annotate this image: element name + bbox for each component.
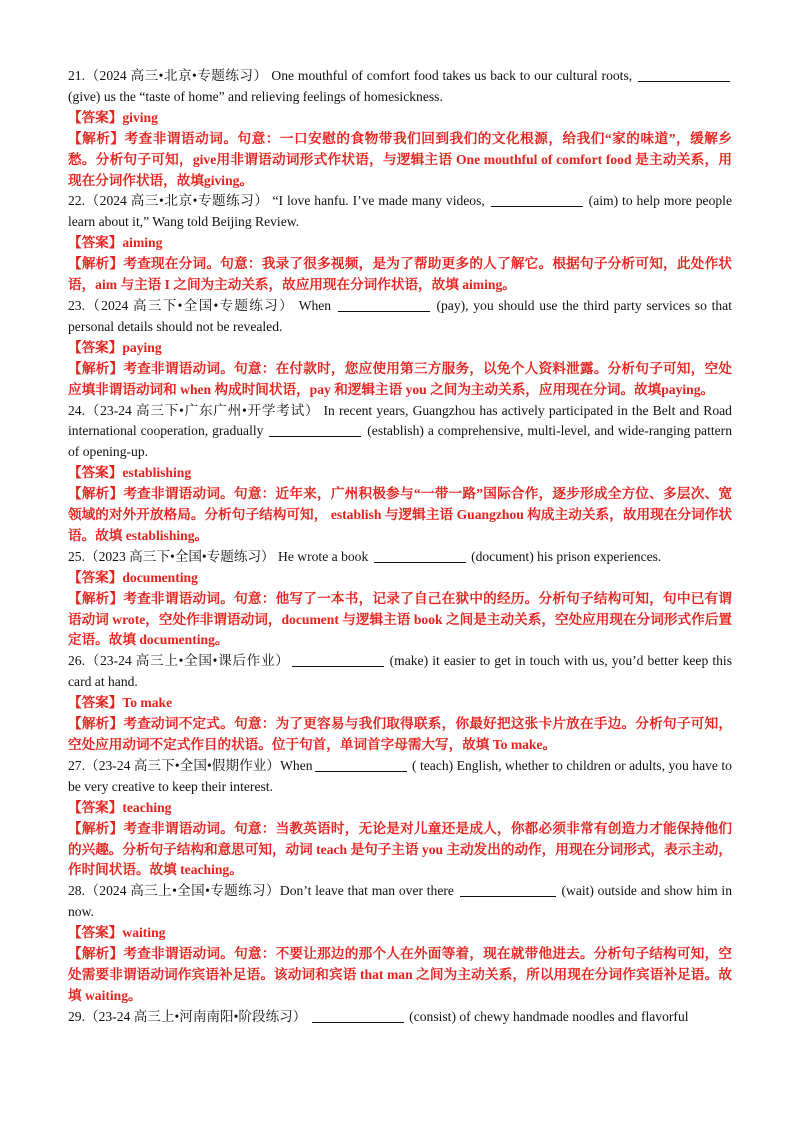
- answer-text: paying: [122, 339, 162, 355]
- question-before: When: [280, 757, 313, 773]
- question-text: [68, 296, 732, 338]
- question-number: 25.: [68, 548, 85, 564]
- answer-blank[interactable]: [460, 883, 556, 897]
- answer-line: [68, 923, 732, 944]
- question-item: [68, 1007, 732, 1028]
- analysis-line: [68, 589, 732, 652]
- answer-blank[interactable]: [315, 758, 407, 772]
- question-item: [68, 651, 732, 756]
- answer-text: teaching: [122, 799, 172, 815]
- question-after: (aim) to help more people learn about it,” Wang told Beijing Review.: [68, 193, 732, 230]
- answer-blank[interactable]: [638, 68, 730, 82]
- answer-blank[interactable]: [269, 423, 361, 437]
- question-number: 26.: [68, 653, 85, 669]
- analysis-tag: 【解析】: [68, 716, 124, 732]
- answer-line: [68, 108, 732, 129]
- answer-text: establishing: [122, 465, 192, 481]
- question-item: [68, 401, 732, 547]
- answer-tag: 【答案】: [68, 109, 123, 125]
- question-before: He wrote a book: [278, 548, 369, 564]
- analysis-line: [68, 359, 732, 401]
- answer-tag: 【答案】: [68, 799, 123, 815]
- question-before: One mouthful of comfort food takes us back to our cultural roots,: [271, 68, 633, 83]
- question-text: [68, 651, 732, 693]
- question-before: In recent years, Guangzhou has actively participated in the Belt and Road international cooperation, gradually: [68, 402, 732, 439]
- answer-line: [68, 463, 732, 484]
- analysis-text: 考查非谓语动词。句意：当教英语时，无论是对儿童还是成人，你都必须非常有创造力才能保持他们的兴趣。分析句子结构和意思可知，动词 teach 是句子主语 you 主动发出的动作，用现在分词形式，表示主动，作时间状语。故填 teaching。: [68, 820, 733, 878]
- question-number: 21.: [68, 68, 85, 83]
- question-source: （23-24 高三下•广东广州•开学考试）: [85, 402, 320, 418]
- question-text: [68, 547, 732, 568]
- analysis-line: [68, 484, 732, 547]
- answer-text: documenting: [122, 569, 198, 585]
- question-source: （2024 高三•北京•专题练习）: [85, 193, 269, 209]
- question-item: [68, 547, 732, 652]
- answer-blank[interactable]: [338, 298, 430, 312]
- question-after: (make) it easier to get in touch with us, you’d better keep this card at hand.: [68, 653, 732, 690]
- question-after: (pay), you should use the third party services so that personal details should not be revealed.: [68, 297, 732, 334]
- answer-tag: 【答案】: [68, 235, 123, 251]
- analysis-tag: 【解析】: [68, 256, 124, 272]
- answer-text: aiming: [122, 235, 163, 251]
- question-before: Don’t leave that man over there: [279, 883, 454, 899]
- analysis-text: 考查非谓语动词。句意：在付款时，您应使用第三方服务，以免个人资料泄露。分析句子可知，空处应填非谓语动词和 when 构成时间状语，pay 和逻辑主语 you 之间为主动关系，应用现在分词。故填paying。: [68, 360, 733, 397]
- question-before: “I love hanfu. I’ve made many videos,: [272, 193, 485, 209]
- question-number: 24.: [68, 402, 85, 418]
- analysis-line: [68, 129, 732, 192]
- question-number: 23.: [68, 297, 85, 313]
- question-text: [68, 401, 732, 464]
- answer-line: [68, 233, 732, 254]
- answer-blank[interactable]: [374, 549, 466, 563]
- worksheet-page: [68, 66, 732, 1028]
- analysis-line: [68, 819, 732, 882]
- question-text: [68, 756, 732, 798]
- question-source: （2024 高三下•全国•专题练习）: [85, 297, 294, 313]
- question-after: (wait) outside and show him in now.: [68, 883, 732, 920]
- question-after: (document) his prison experiences.: [471, 548, 662, 564]
- question-source: （23-24 高三下•全国•假期作业）: [85, 757, 281, 773]
- analysis-tag: 【解析】: [68, 946, 124, 962]
- analysis-text: 考查非谓语动词。句意：他写了一本书，记录了自己在狱中的经历。分析句子结构可知，句中已有谓语动词 wrote，空处作非谓语动词，document 与逻辑主语 book 之间是主动关系，空处应用现在分词形式作后置定语。故填 documenting。: [68, 590, 733, 648]
- question-source: （2024 高三上•全国•专题练习）: [85, 883, 280, 899]
- analysis-tag: 【解析】: [68, 360, 124, 376]
- analysis-text: 考查动词不定式。句意：为了更容易与我们取得联系，你最好把这张卡片放在手边。分析句子可知，空处应用动词不定式作目的状语。位于句首，单词首字母需大写，故填 To make。: [68, 716, 733, 752]
- question-text: [68, 1007, 732, 1028]
- answer-tag: 【答案】: [68, 465, 123, 481]
- question-text: [68, 66, 732, 108]
- answer-line: [68, 693, 732, 714]
- question-after: (give) us the “taste of home” and relieving feelings of homesickness.: [68, 88, 443, 104]
- question-after: (establish) a comprehensive, multi-level, and wide-ranging pattern of opening-up.: [68, 423, 732, 460]
- question-source: （23-24 高三上•全国•课后作业）: [85, 653, 290, 669]
- analysis-tag: 【解析】: [68, 820, 124, 836]
- question-after: (consist) of chewy handmade noodles and flavorful: [409, 1008, 689, 1024]
- analysis-line: [68, 944, 732, 1007]
- analysis-text: 考查非谓语动词。句意：近年来，广州积极参与“一带一路”国际合作，逐步形成全方位、多层次、宽领域的对外开放格局。分析句子结构可知， establish 与逻辑主语 Guangzhou 构成主动关系，故用现在分词作状语。故填 establishing。: [68, 486, 733, 543]
- answer-line: [68, 798, 732, 819]
- answer-tag: 【答案】: [68, 569, 123, 585]
- question-source: （23-24 高三上•河南南阳•阶段练习）: [85, 1008, 307, 1024]
- question-source: （2024 高三•北京•专题练习）: [85, 68, 268, 83]
- analysis-text: 考查非谓语动词。句意：一口安慰的食物带我们回到我们的文化根源，给我们“家的味道”，缓解乡愁。分析句子可知，give用非谓语动词形式作状语，与逻辑主语 One mouthful of comfort food 是主动关系，用现在分词作状语，故填giving。: [68, 130, 733, 188]
- question-text: [68, 191, 732, 233]
- analysis-tag: 【解析】: [68, 486, 124, 502]
- analysis-tag: 【解析】: [68, 130, 125, 146]
- question-after: ( teach) English, whether to children or adults, you have to be very creative to keep their interest.: [68, 757, 732, 794]
- question-text: [68, 881, 732, 923]
- answer-tag: 【答案】: [68, 925, 123, 941]
- question-before: When: [298, 297, 332, 313]
- question-number: 29.: [68, 1008, 85, 1024]
- answer-text: giving: [122, 109, 158, 125]
- analysis-text: 考查现在分词。句意：我录了很多视频，是为了帮助更多的人了解它。根据句子分析可知，此处作状语，aim 与主语 I 之间为主动关系，故应用现在分词作状语，故填 aiming。: [68, 256, 733, 293]
- answer-tag: 【答案】: [68, 695, 123, 711]
- answer-blank[interactable]: [292, 653, 384, 667]
- answer-line: [68, 568, 732, 589]
- question-item: [68, 756, 732, 881]
- question-number: 22.: [68, 193, 85, 209]
- answer-tag: 【答案】: [68, 339, 123, 355]
- question-number: 28.: [68, 883, 85, 899]
- question-item: [68, 881, 732, 1006]
- question-source: （2023 高三下•全国•专题练习）: [85, 548, 275, 564]
- answer-text: waiting: [122, 925, 166, 941]
- question-item: [68, 191, 732, 296]
- question-number: 27.: [68, 757, 85, 773]
- question-item: [68, 296, 732, 401]
- answer-line: [68, 338, 732, 359]
- analysis-line: [68, 254, 732, 296]
- analysis-text: 考查非谓语动词。句意：不要让那边的那个人在外面等着，现在就带他进去。分析句子结构可知，空处需要非谓语动词作宾语补足语。该动词和宾语 that man 之间为主动关系，所以用现在分词作宾语补足语。故填 waiting。: [68, 946, 733, 1003]
- answer-text: To make: [122, 695, 173, 711]
- analysis-line: [68, 714, 732, 756]
- answer-blank[interactable]: [312, 1009, 404, 1023]
- question-item: [68, 66, 732, 191]
- analysis-tag: 【解析】: [68, 590, 124, 606]
- answer-blank[interactable]: [491, 193, 583, 207]
